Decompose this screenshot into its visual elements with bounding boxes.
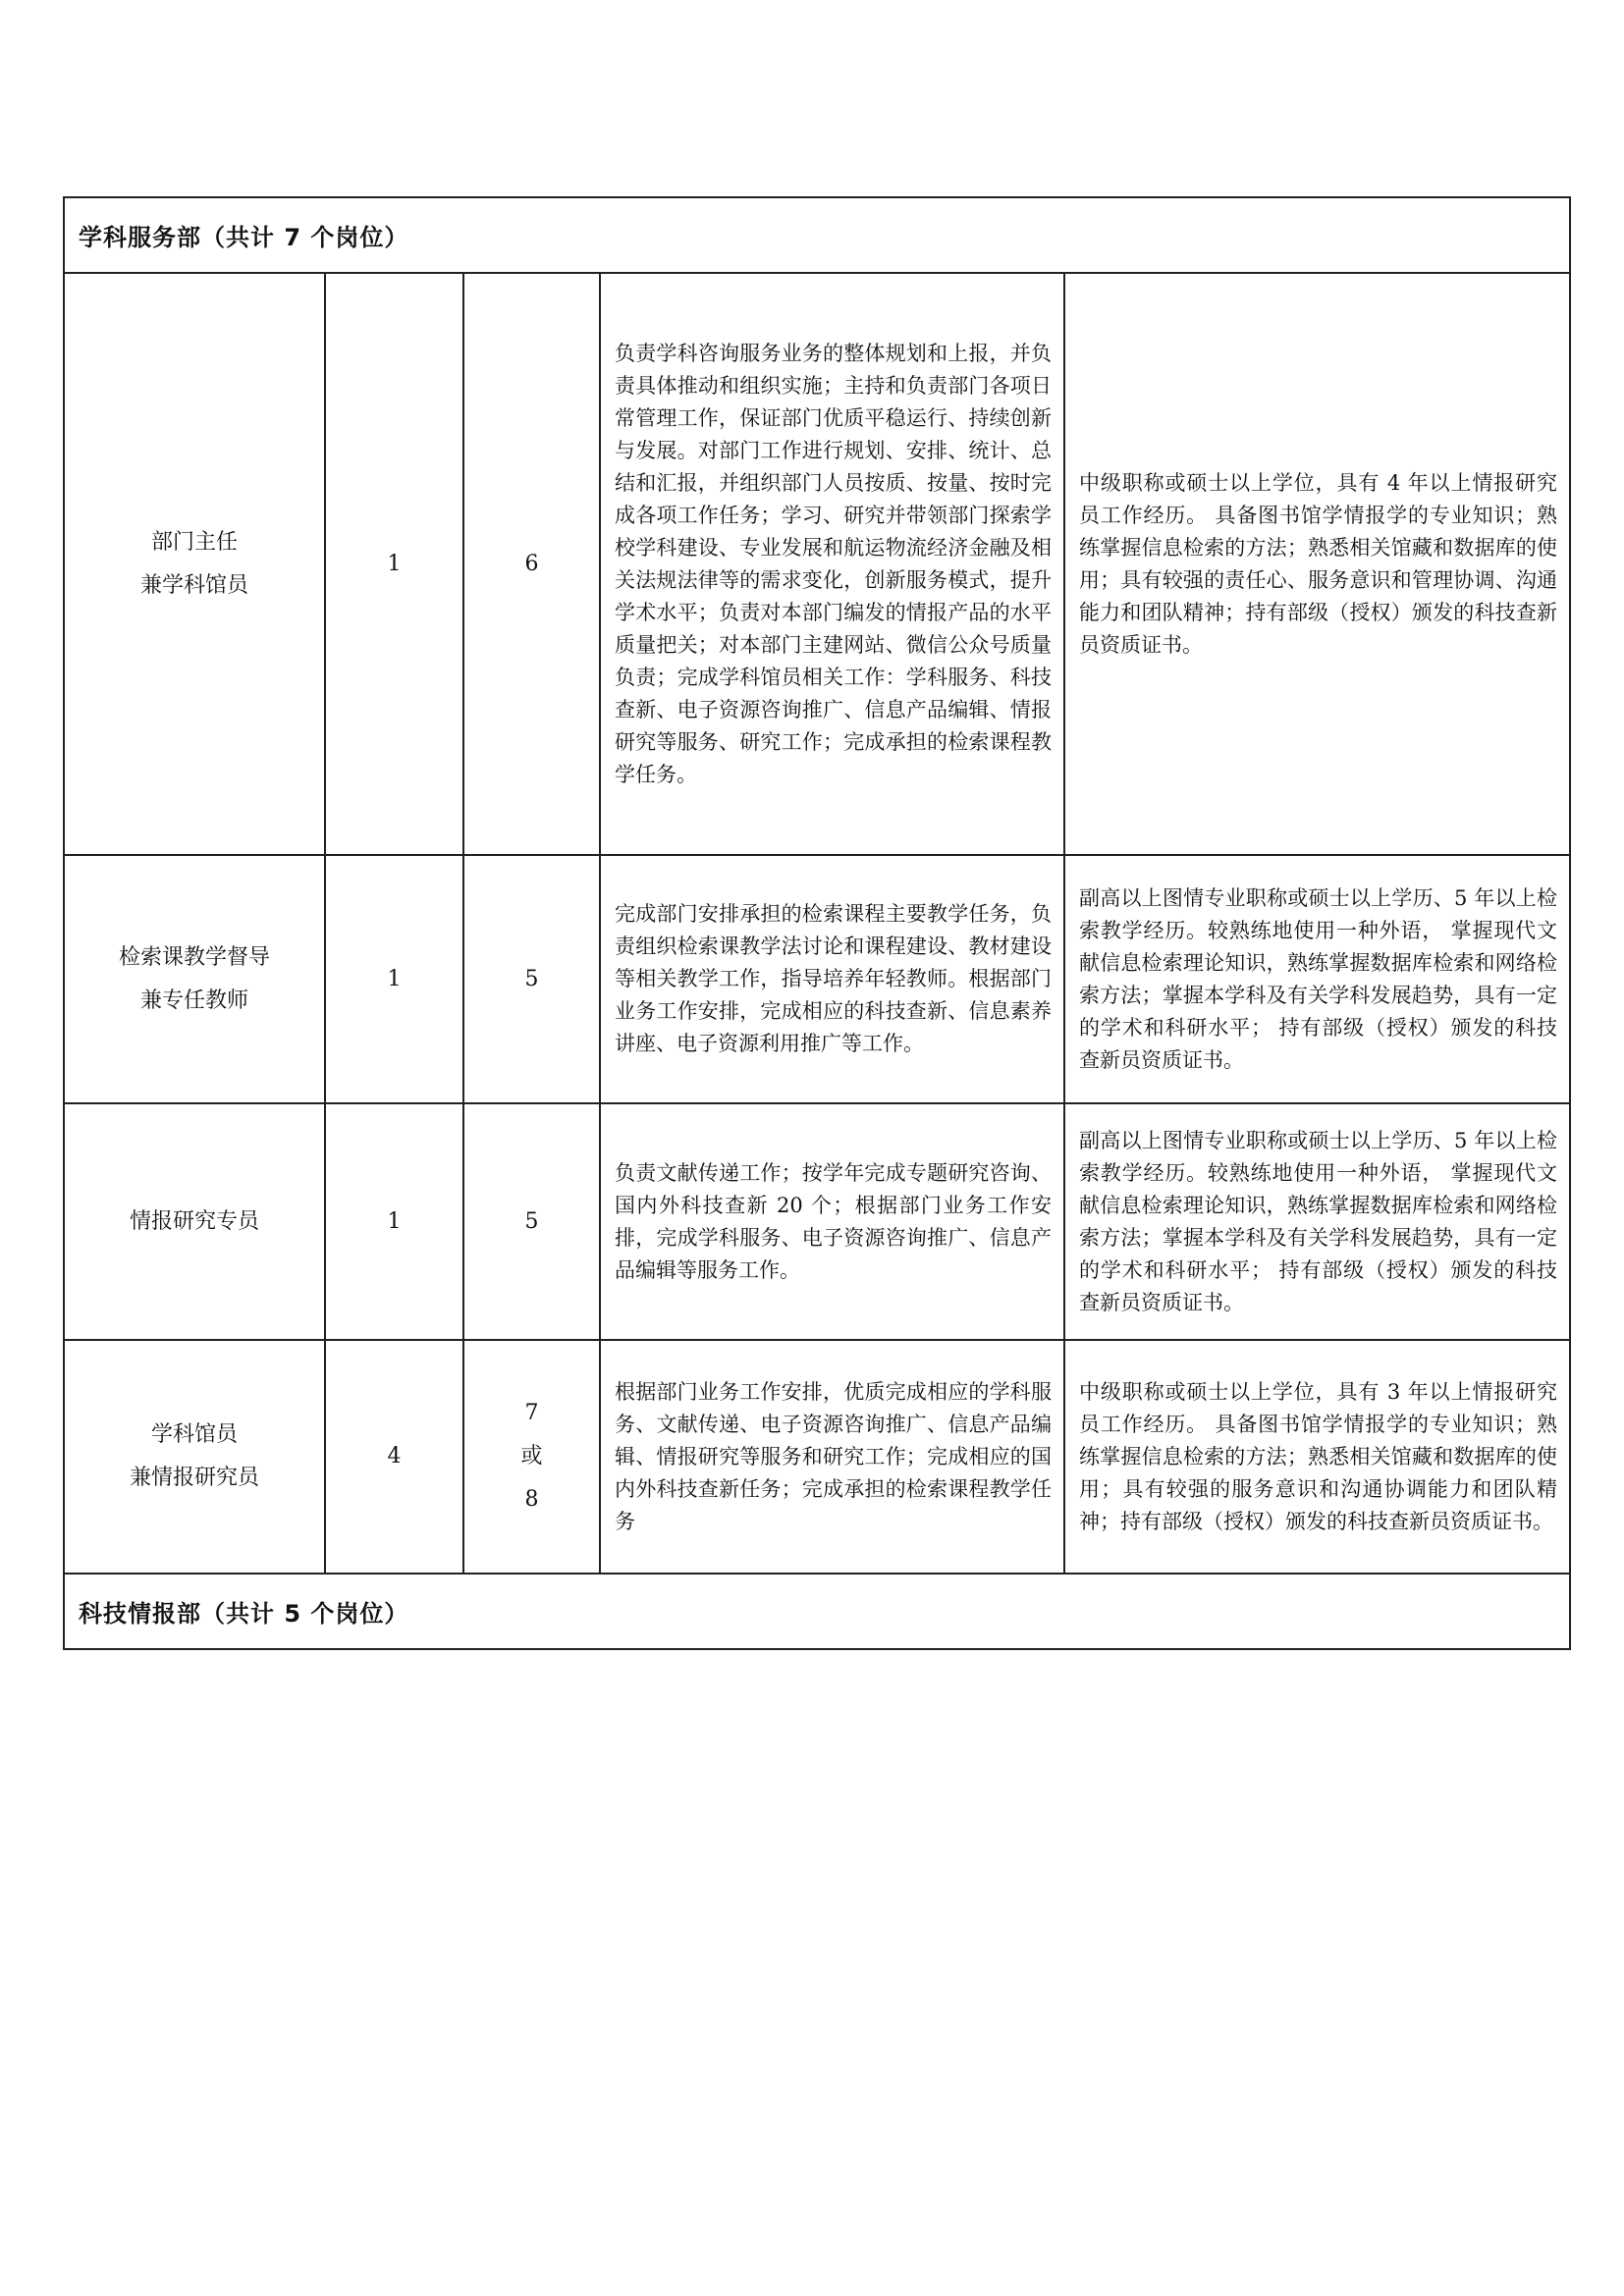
requirements-cell: 副高以上图情专业职称或硕士以上学历、5 年以上检索教学经历。较熟练地使用一种外语， 掌握现代文献信息检索理论知识，熟练掌握数据库检索和网络检索方法；掌握本学科及有关学科发展趋势，具有一定的学术和科研水平； 持有部级（授权）颁发的科技查新员资质证书。 <box>1064 1103 1570 1340</box>
count-cell: 1 <box>325 855 463 1103</box>
position-cell <box>64 1103 325 1340</box>
position-name: 部门主任 <box>150 529 238 555</box>
position-name-secondary: 兼学科馆员 <box>139 572 248 598</box>
section-header-row <box>64 1574 1570 1649</box>
requirements-cell: 中级职称或硕士以上学位，具有 4 年以上情报研究员工作经历。 具备图书馆学情报学的专业知识；熟练掌握信息检索的方法；熟悉相关馆藏和数据库的使用；具有较强的责任心、服务意识和管理协调、沟通能力和团队精神；持有部级（授权）颁发的科技查新员资质证书。 <box>1064 273 1570 855</box>
count-cell: 4 <box>325 1340 463 1574</box>
position-cell <box>64 855 325 1103</box>
count-cell: 1 <box>325 1103 463 1340</box>
duties-cell: 根据部门业务工作安排，优质完成相应的学科服务、文献传递、电子资源咨询推广、信息产品编辑、情报研究等服务和研究工作；完成相应的国内外科技查新任务；完成承担的检索课程教学任务 <box>600 1340 1064 1574</box>
table-row <box>64 1103 1570 1340</box>
position-name: 学科馆员 <box>150 1422 238 1447</box>
position-cell <box>64 1340 325 1574</box>
positions-table <box>63 196 1571 1650</box>
level-value: 7 <box>524 1401 539 1425</box>
duties-cell: 负责学科咨询服务业务的整体规划和上报，并负责具体推动和组织实施；主持和负责部门各项日常管理工作，保证部门优质平稳运行、持续创新与发展。对部门工作进行规划、安排、统计、总结和汇报，并组织部门人员按质、按量、按时完成各项工作任务；学习、研究并带领部门探索学校学科建设、专业发展和航运物流经济金融及相关法规法律等的需求变化，创新服务模式，提升学术水平；负责对本部门编发的情报产品的水平质量把关；对本部门主建网站、微信公众号质量负责；完成学科馆员相关工作：学科服务、科技查新、电子资源咨询推广、信息产品编辑、情报研究等服务、研究工作；完成承担的检索课程教学任务。 <box>600 273 1064 855</box>
position-name-secondary: 兼专任教师 <box>139 988 248 1013</box>
requirements-cell: 副高以上图情专业职称或硕士以上学历、5 年以上检索教学经历。较熟练地使用一种外语， 掌握现代文献信息检索理论知识，熟练掌握数据库检索和网络检索方法；掌握本学科及有关学科发展趋势，具有一定的学术和科研水平； 持有部级（授权）颁发的科技查新员资质证书。 <box>1064 855 1570 1103</box>
count-cell: 1 <box>325 273 463 855</box>
section-header-row <box>64 197 1570 273</box>
level-value: 5 <box>524 1208 539 1234</box>
table-row <box>64 855 1570 1103</box>
table-row <box>64 273 1570 855</box>
duties-cell: 完成部门安排承担的检索课程主要教学任务，负责组织检索课教学法讨论和课程建设、教材建设等相关教学工作，指导培养年轻教师。根据部门业务工作安排，完成相应的科技查新、信息素养讲座、电子资源利用推广等工作。 <box>600 855 1064 1103</box>
section-title: 科技情报部（共计 5 个岗位） <box>64 1574 1570 1649</box>
section-title: 学科服务部（共计 7 个岗位） <box>64 197 1570 273</box>
requirements-cell: 中级职称或硕士以上学位，具有 3 年以上情报研究员工作经历。 具备图书馆学情报学的专业知识；熟练掌握信息检索的方法；熟悉相关馆藏和数据库的使用；具有较强的服务意识和沟通协调能力和团队精神；持有部级（授权）颁发的科技查新员资质证书。 <box>1064 1340 1570 1574</box>
position-cell <box>64 273 325 855</box>
level-separator: 或 <box>520 1444 543 1468</box>
position-name: 情报研究专员 <box>129 1208 259 1234</box>
level-cell <box>463 1103 600 1340</box>
position-name: 检索课教学督导 <box>118 944 270 970</box>
table-row <box>64 1340 1570 1574</box>
position-name-secondary: 兼情报研究员 <box>129 1466 259 1490</box>
level-cell <box>463 273 600 855</box>
level-value: 6 <box>524 551 539 576</box>
duties-cell: 负责文献传递工作；按学年完成专题研究咨询、国内外科技查新 20 个；根据部门业务工作安排，完成学科服务、电子资源咨询推广、信息产品编辑等服务工作。 <box>600 1103 1064 1340</box>
level-cell <box>463 855 600 1103</box>
level-value: 5 <box>524 966 539 991</box>
level-value-alt: 8 <box>524 1487 539 1512</box>
level-cell <box>463 1340 600 1574</box>
